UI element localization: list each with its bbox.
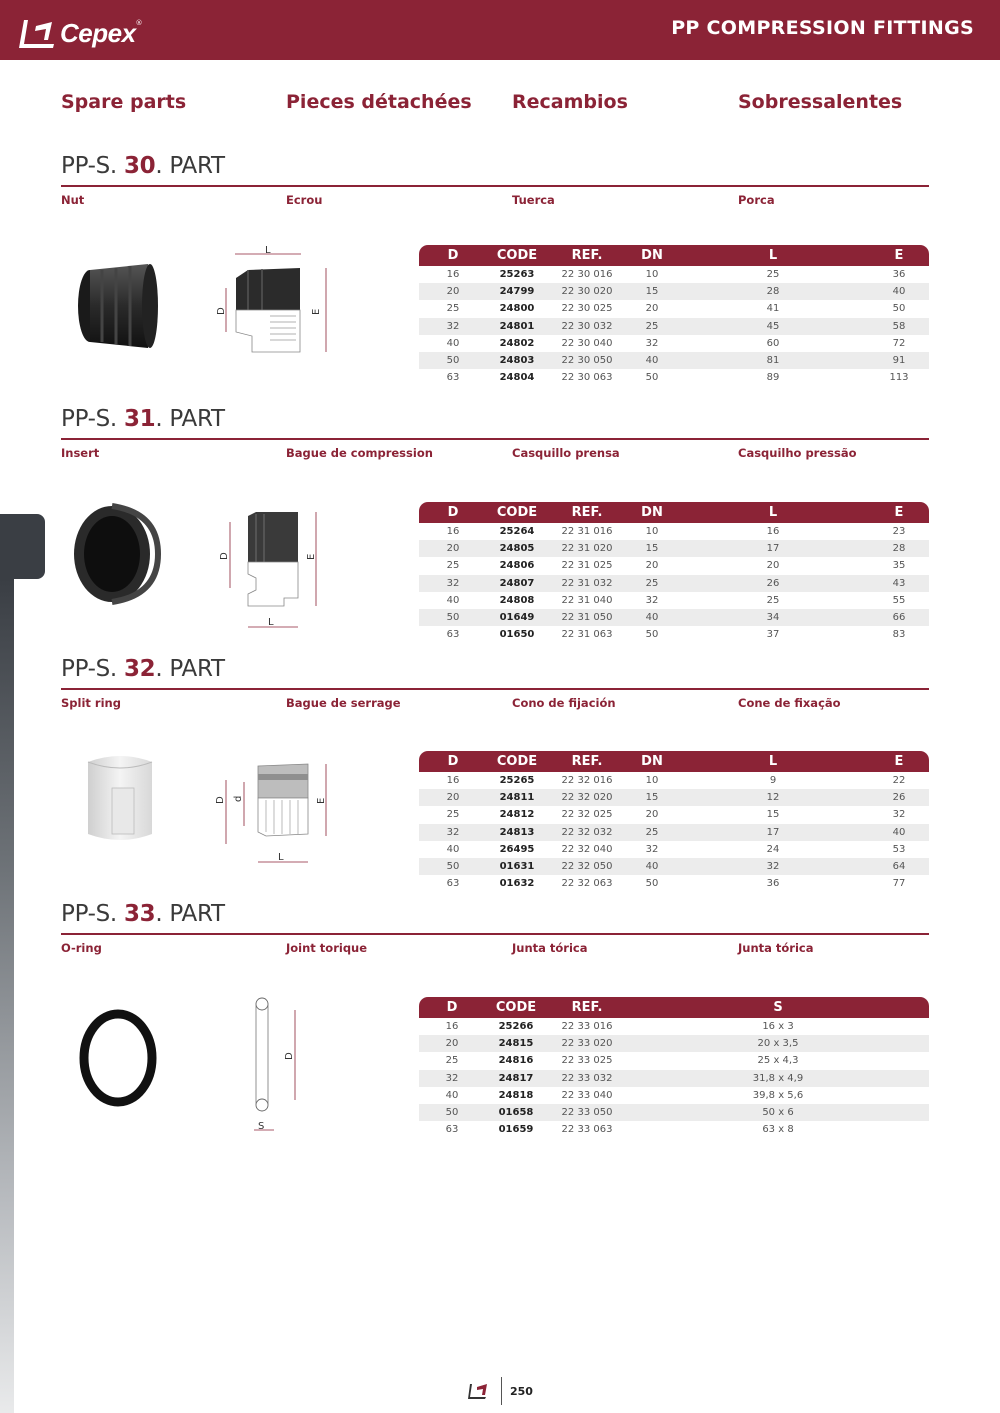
column-header: L: [677, 751, 869, 772]
cepex-footer-icon: [467, 1381, 491, 1401]
table-cell: 26: [869, 789, 929, 806]
part-name-french: Bague de serrage: [286, 696, 401, 710]
table-row: [419, 575, 929, 592]
table-cell: 16: [766, 526, 780, 538]
insert-photo: [70, 503, 162, 605]
nut-photo: [72, 258, 162, 354]
table-cell: 25: [627, 575, 677, 592]
table-row: [419, 1087, 929, 1104]
table-cell: 45: [677, 318, 869, 335]
table-row: [419, 283, 929, 300]
svg-text:L: L: [268, 617, 274, 628]
table-cell: 43: [869, 575, 929, 592]
page-title: PP COMPRESSION FITTINGS: [671, 17, 974, 39]
table-cell: 20: [766, 560, 780, 572]
svg-text:d: d: [233, 795, 244, 802]
table-cell: 50: [645, 878, 659, 890]
table-cell: 25265: [499, 775, 535, 787]
table-cell: 28: [677, 283, 869, 300]
o-ring-photo: [78, 1008, 158, 1108]
table-cell: 25: [766, 269, 780, 281]
table-cell: 22 31 032: [547, 575, 627, 592]
table-cell: 24808: [499, 594, 535, 606]
table-cell: 15: [766, 809, 780, 821]
nut-drawing: [208, 240, 338, 358]
table-cell: 40: [627, 609, 677, 626]
table-body: [419, 772, 929, 892]
table-cell: 50: [419, 609, 487, 626]
table-cell: 15: [627, 540, 677, 557]
o-ring-drawing: [240, 992, 310, 1136]
table-cell: 22 32 016: [561, 775, 613, 787]
table-cell: 22 30 016: [561, 269, 613, 281]
table-cell: 77: [892, 878, 906, 890]
svg-text:E: E: [311, 308, 322, 315]
part-name-spanish: Junta tórica: [512, 941, 588, 955]
table-cell: 22 33 063: [561, 1124, 613, 1136]
table-row: [419, 875, 929, 892]
table-cell: 58: [869, 318, 929, 335]
table-cell: 22 31 016: [561, 526, 613, 538]
table-cell: 24811: [487, 789, 547, 806]
header-bar: [0, 0, 1000, 60]
section-rule: [61, 688, 929, 690]
table-body: [419, 1018, 929, 1138]
table-cell: 22 32 025: [561, 809, 613, 821]
table-cell: 22 30 020: [547, 283, 627, 300]
table-cell: 26: [677, 575, 869, 592]
column-header: REF.: [547, 997, 627, 1018]
sidebar-strip: [0, 578, 14, 1413]
table-cell: 01649: [487, 609, 547, 626]
svg-text:L: L: [265, 245, 271, 256]
split-ring-drawing: [208, 752, 338, 870]
table-cell: 9: [769, 775, 777, 787]
table-cell: 25: [446, 809, 460, 821]
table-cell: 22 33 032: [547, 1070, 627, 1087]
table-cell: 16: [446, 526, 460, 538]
table-row: [419, 626, 929, 643]
table-row: [419, 789, 929, 806]
table-cell: 25: [627, 824, 677, 841]
svg-text:D: D: [215, 796, 226, 804]
table-row: [419, 540, 929, 557]
table-cell: 66: [869, 609, 929, 626]
table-row: [419, 318, 929, 335]
table-cell: 41: [766, 303, 780, 315]
spec-table-part-30: [419, 245, 929, 386]
table-cell: 40: [869, 824, 929, 841]
table-row: [419, 1070, 929, 1087]
table-cell: 22 33 020: [547, 1035, 627, 1052]
part-name-french: Joint torique: [286, 941, 368, 955]
svg-text:S: S: [258, 1121, 265, 1132]
table-cell: 32: [645, 337, 659, 349]
column-header: CODE: [487, 502, 547, 523]
table-cell: 22 31 020: [547, 540, 627, 557]
column-header: D: [419, 245, 487, 266]
table-cell: 17: [677, 540, 869, 557]
column-header: D: [419, 751, 487, 772]
table-cell: 34: [677, 609, 869, 626]
table-cell: 25264: [499, 526, 535, 538]
table-cell: 22 33 016: [561, 1021, 613, 1033]
spec-table-part-31: [419, 502, 929, 643]
column-header: DN: [627, 751, 677, 772]
table-cell: 16: [446, 775, 460, 787]
table-cell: 20: [645, 303, 659, 315]
table-cell: 72: [892, 337, 906, 349]
footer-separator: [501, 1377, 502, 1405]
table-body: [419, 266, 929, 386]
table-row: [419, 1052, 929, 1069]
table-row: [419, 858, 929, 875]
brand-name: Cepex: [60, 17, 136, 48]
insert-drawing: [208, 502, 338, 630]
table-cell: 22 32 050: [547, 858, 627, 875]
column-header: L: [677, 502, 869, 523]
table-cell: 40: [446, 337, 460, 349]
table-cell: 32: [419, 824, 487, 841]
part-name-portuguese: Casquilho pressão: [738, 446, 857, 460]
part-name-english: O-ring: [61, 941, 102, 955]
cepex-logo: [18, 16, 143, 50]
table-cell: 24: [766, 843, 780, 855]
table-cell: 22: [892, 775, 906, 787]
section-rule: [61, 185, 929, 187]
table-cell: 64: [869, 858, 929, 875]
heading-french: Pieces détachées: [286, 91, 472, 113]
section-rule: [61, 933, 929, 935]
table-cell: 22 30 032: [547, 318, 627, 335]
table-cell: 22 33 050: [547, 1104, 627, 1121]
table-cell: 22 33 040: [561, 1089, 613, 1101]
table-cell: 24800: [499, 303, 535, 315]
table-header-row: [419, 502, 929, 523]
table-cell: 10: [645, 775, 659, 787]
table-cell: 50: [892, 303, 906, 315]
heading-english: Spare parts: [61, 91, 187, 113]
table-cell: 24799: [487, 283, 547, 300]
section-rule: [61, 438, 929, 440]
column-header: CODE: [485, 997, 547, 1018]
column-header: REF.: [547, 751, 627, 772]
part-name-portuguese: Junta tórica: [738, 941, 814, 955]
part-name-portuguese: Porca: [738, 193, 775, 207]
column-header: DN: [627, 502, 677, 523]
table-cell: 50: [645, 629, 659, 641]
column-header: REF.: [547, 502, 627, 523]
table-cell: 63: [446, 629, 460, 641]
table-cell: 40: [627, 352, 677, 369]
table-header-row: [419, 997, 929, 1018]
table-cell: 25263: [499, 269, 535, 281]
table-cell: 10: [645, 269, 659, 281]
table-row: [419, 369, 929, 386]
column-header: REF.: [547, 245, 627, 266]
table-cell: 26495: [499, 843, 535, 855]
table-cell: 20: [645, 809, 659, 821]
table-cell: 89: [766, 372, 780, 384]
table-cell: 22 30 040: [561, 337, 613, 349]
table-cell: 53: [892, 843, 906, 855]
part-name-spanish: Cono de fijación: [512, 696, 616, 710]
table-row: [419, 335, 929, 352]
table-cell: 24803: [487, 352, 547, 369]
table-cell: 40: [446, 843, 460, 855]
table-cell: 63 x 8: [762, 1124, 794, 1136]
table-cell: 91: [869, 352, 929, 369]
table-cell: 22 31 063: [561, 629, 613, 641]
table-cell: 63: [446, 878, 460, 890]
table-cell: 20: [419, 789, 487, 806]
registered-mark: ®: [135, 19, 143, 27]
table-cell: 24816: [498, 1055, 534, 1067]
table-cell: 25266: [498, 1021, 534, 1033]
table-cell: 25: [446, 303, 460, 315]
table-cell: 10: [645, 526, 659, 538]
table-cell: 24815: [485, 1035, 547, 1052]
language-headings: [0, 91, 1000, 117]
table-cell: 01632: [499, 878, 535, 890]
table-row: [419, 557, 929, 574]
table-cell: 01631: [487, 858, 547, 875]
table-row: [419, 592, 929, 609]
table-cell: 01659: [498, 1124, 534, 1136]
column-header: E: [869, 245, 929, 266]
part-name-english: Insert: [61, 446, 100, 460]
table-cell: 40: [869, 283, 929, 300]
table-row: [419, 824, 929, 841]
table-row: [419, 300, 929, 317]
table-cell: 12: [677, 789, 869, 806]
table-cell: 22 30 050: [547, 352, 627, 369]
column-header: L: [677, 245, 869, 266]
table-cell: 40: [445, 1089, 459, 1101]
table-row: [419, 1035, 929, 1052]
column-header: D: [419, 997, 485, 1018]
table-cell: 39,8 x 5,6: [752, 1089, 804, 1101]
heading-portuguese: Sobressalentes: [738, 91, 903, 113]
table-cell: 25: [627, 318, 677, 335]
table-cell: 22 32 020: [547, 789, 627, 806]
part-name-portuguese: Cone de fixação: [738, 696, 841, 710]
table-cell: 15: [627, 283, 677, 300]
table-cell: 50: [645, 372, 659, 384]
part-name-english: Split ring: [61, 696, 121, 710]
table-row: [419, 806, 929, 823]
svg-text:D: D: [284, 1052, 295, 1060]
table-cell: 16: [445, 1021, 459, 1033]
table-header-row: [419, 245, 929, 266]
table-cell: 22 30 063: [561, 372, 613, 384]
column-header: CODE: [487, 751, 547, 772]
table-row: [419, 523, 929, 540]
table-cell: 32: [419, 1070, 485, 1087]
table-row: [419, 266, 929, 283]
column-header: DN: [627, 245, 677, 266]
table-cell: 01650: [499, 629, 535, 641]
column-header: CODE: [487, 245, 547, 266]
table-cell: 22 30 025: [561, 303, 613, 315]
table-cell: 22 32 063: [561, 878, 613, 890]
table-cell: 60: [766, 337, 780, 349]
table-cell: 17: [677, 824, 869, 841]
table-cell: 24805: [487, 540, 547, 557]
table-body: [419, 523, 929, 643]
section-title: PP-S. 30. PART: [61, 153, 225, 179]
table-cell: 16 x 3: [762, 1021, 794, 1033]
table-row: [419, 609, 929, 626]
table-cell: 24801: [487, 318, 547, 335]
table-cell: 50: [419, 1104, 485, 1121]
table-cell: 28: [869, 540, 929, 557]
part-name-french: Bague de compression: [286, 446, 433, 460]
table-cell: 24813: [487, 824, 547, 841]
svg-text:E: E: [316, 797, 327, 804]
spec-table-part-32: [419, 751, 929, 892]
spec-table-part-33: [419, 997, 929, 1138]
svg-text:D: D: [219, 552, 230, 560]
table-cell: 22 32 032: [547, 824, 627, 841]
table-cell: 35: [892, 560, 906, 572]
table-cell: 83: [892, 629, 906, 641]
table-cell: 22 31 050: [547, 609, 627, 626]
table-cell: 24818: [498, 1089, 534, 1101]
page-footer: [467, 1377, 533, 1405]
table-cell: 40: [627, 858, 677, 875]
table-cell: 63: [445, 1124, 459, 1136]
column-header: D: [419, 502, 487, 523]
table-row: [419, 772, 929, 789]
page-number: 250: [510, 1384, 533, 1398]
table-cell: 32: [645, 594, 659, 606]
table-cell: 50: [419, 858, 487, 875]
cepex-logo-icon: [18, 16, 58, 50]
table-cell: 22 31 040: [561, 594, 613, 606]
table-cell: 32: [419, 318, 487, 335]
column-header: E: [869, 502, 929, 523]
table-cell: 32: [892, 809, 906, 821]
table-cell: 31,8 x 4,9: [627, 1070, 929, 1087]
table-cell: 37: [766, 629, 780, 641]
table-cell: 20: [645, 560, 659, 572]
table-cell: 36: [766, 878, 780, 890]
table-cell: 20: [419, 1035, 485, 1052]
table-cell: 20: [419, 283, 487, 300]
table-cell: 50 x 6: [627, 1104, 929, 1121]
part-name-english: Nut: [61, 193, 85, 207]
table-cell: 23: [892, 526, 906, 538]
svg-text:L: L: [278, 852, 284, 863]
table-cell: 81: [677, 352, 869, 369]
table-cell: 20: [419, 540, 487, 557]
table-cell: 22 33 025: [561, 1055, 613, 1067]
table-row: [419, 1018, 929, 1035]
column-header: S: [627, 997, 929, 1018]
table-cell: 22 31 025: [561, 560, 613, 572]
table-cell: 25: [446, 560, 460, 572]
table-row: [419, 1104, 929, 1121]
table-cell: 16: [446, 269, 460, 281]
side-tab: [0, 514, 45, 579]
table-cell: 22 32 040: [561, 843, 613, 855]
table-cell: 32: [419, 575, 487, 592]
table-cell: 25 x 4,3: [757, 1055, 799, 1067]
table-cell: 24802: [499, 337, 535, 349]
table-cell: 25: [445, 1055, 459, 1067]
table-cell: 40: [446, 594, 460, 606]
table-cell: 63: [446, 372, 460, 384]
table-cell: 55: [892, 594, 906, 606]
table-cell: 20 x 3,5: [627, 1035, 929, 1052]
table-cell: 25: [766, 594, 780, 606]
table-cell: 24807: [487, 575, 547, 592]
svg-text:D: D: [216, 307, 227, 315]
table-cell: 32: [677, 858, 869, 875]
split-ring-photo: [78, 752, 162, 844]
table-row: [419, 1121, 929, 1138]
table-cell: 50: [419, 352, 487, 369]
table-row: [419, 841, 929, 858]
table-cell: 24804: [499, 372, 535, 384]
table-cell: 32: [645, 843, 659, 855]
table-header-row: [419, 751, 929, 772]
table-cell: 15: [627, 789, 677, 806]
table-cell: 01658: [485, 1104, 547, 1121]
heading-spanish: Recambios: [512, 91, 628, 113]
table-cell: 24812: [499, 809, 535, 821]
section-title: PP-S. 32. PART: [61, 656, 225, 682]
table-row: [419, 352, 929, 369]
part-name-spanish: Tuerca: [512, 193, 555, 207]
section-title: PP-S. 31. PART: [61, 406, 225, 432]
table-cell: 36: [892, 269, 906, 281]
column-header: E: [869, 751, 929, 772]
table-cell: 24806: [499, 560, 535, 572]
part-name-french: Ecrou: [286, 193, 323, 207]
table-cell: 113: [889, 372, 909, 384]
svg-text:E: E: [306, 553, 317, 560]
part-name-spanish: Casquillo prensa: [512, 446, 620, 460]
section-title: PP-S. 33. PART: [61, 901, 225, 927]
table-cell: 24817: [485, 1070, 547, 1087]
